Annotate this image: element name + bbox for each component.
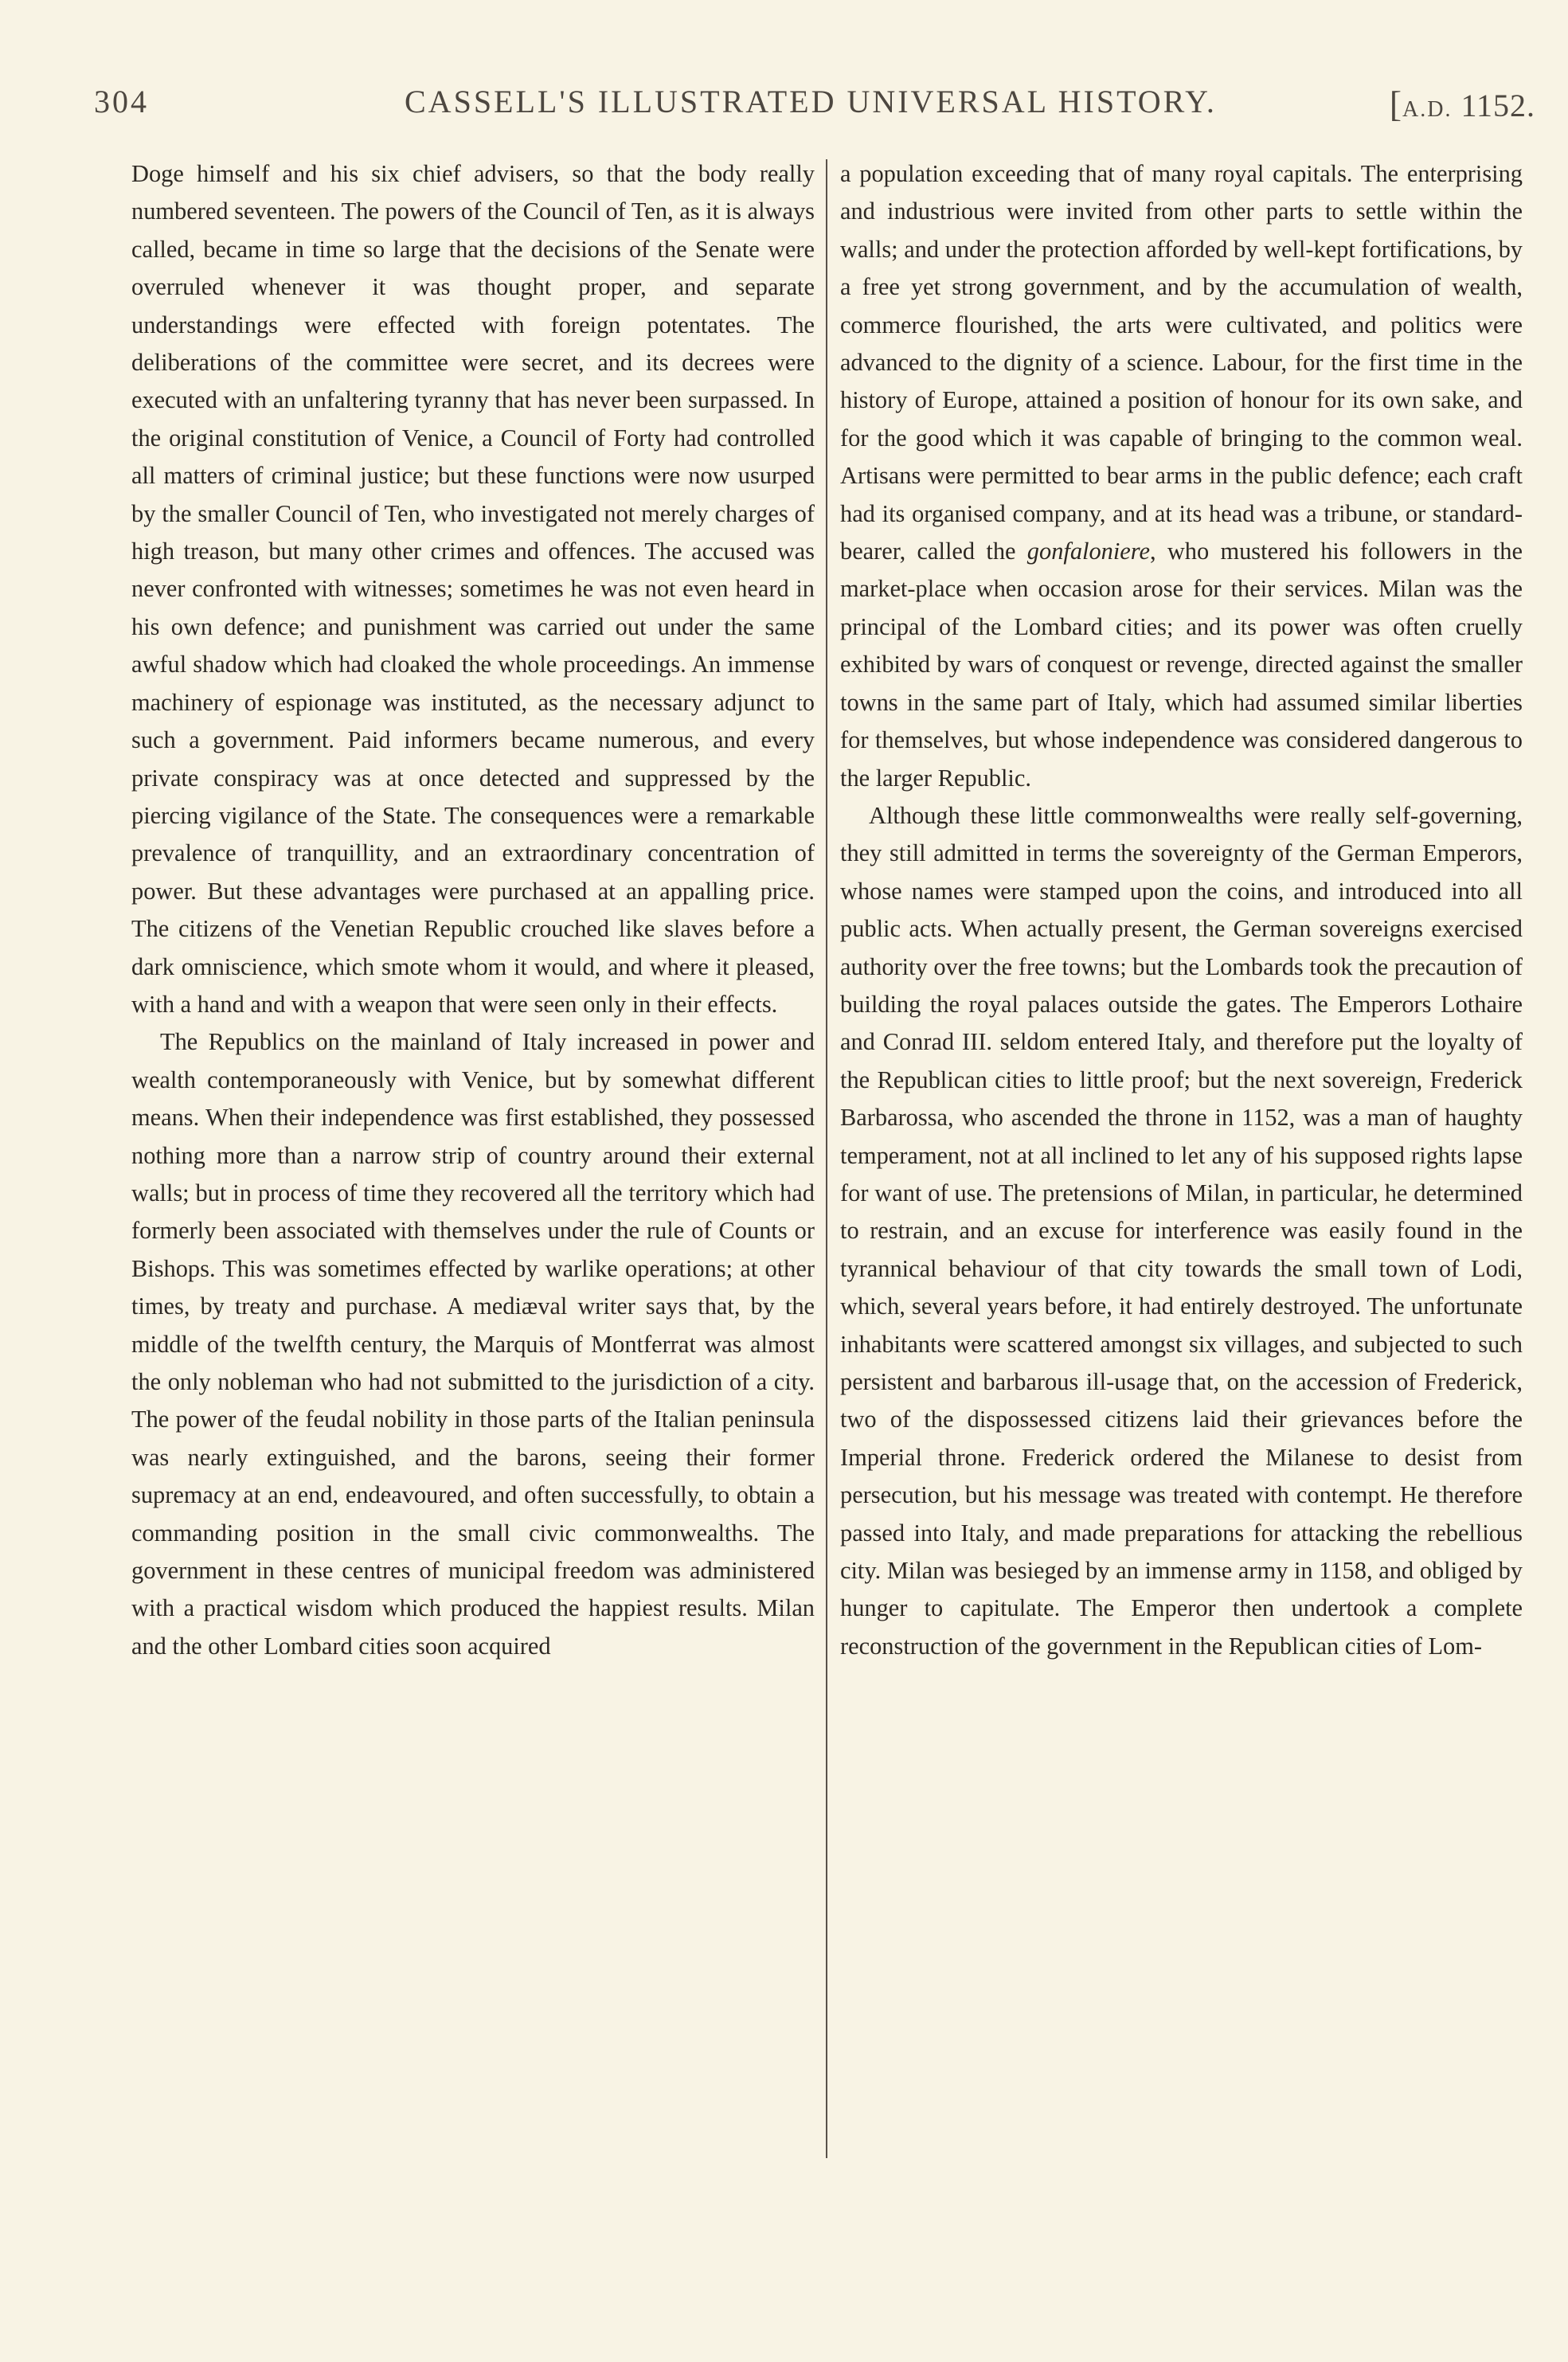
book-title: CASSELL'S ILLUSTRATED UNIVERSAL HISTORY. [405, 84, 1217, 119]
date-bracket: [ [1389, 84, 1403, 124]
paragraph: The Republics on the mainland of Italy increased in power and wealth contemporaneously with Venice, but by somewhat different means. When their independence was first established, they possessed nothing more than a narrow strip of country around their external walls; but in process of time they recovered all the territory which had formerly been associated with themselves under the rule of Counts or Bishops. This was sometimes effected by warlike operations; at other times, by treaty and purchase. A mediæval writer says that, by the middle of the twelfth century, the Marquis of Montferrat was almost the only nobleman who had not submitted to the jurisdiction of a city. The power of the feudal nobility in those parts of the Italian peninsula was nearly extinguished, and the barons, seeing their former supremacy at an end, endeavoured, and often successfully, to obtain a commanding position in the small civic commonwealths. The government in these centres of municipal freedom was administered with a practical wisdom which produced the happiest results. Milan and the other Lombard cities soon acquired [131, 1028, 815, 1660]
left-column [131, 155, 815, 1665]
date-era: A.D. [1402, 97, 1453, 122]
date-year: 1152. [1460, 88, 1535, 123]
date-marker [1390, 83, 1535, 125]
running-head [94, 83, 1535, 127]
paragraph: Although these little commonwealths were really self-governing, they still admitted in terms the sovereignty of the German Emperors, whose names were stamped upon the coins, and introduced into all public acts. When actually present, the German sovereigns exercised authority over the free towns; but the Lombards took the precaution of building the royal palaces outside the gates. The Emperors Lothaire and Conrad III. seldom entered Italy, and therefore put the loyalty of the Republican cities to little proof; but the next sovereign, Frederick Barbarossa, who ascended the throne in 1152, was a man of haughty temperament, not at all inclined to let any of his supposed rights lapse for want of use. The pretensions of Milan, in particular, he determined to restrain, and an excuse for interference was easily found in the tyrannical behaviour of that city towards the small town of Lodi, which, several years before, it had entirely destroyed. The unfortunate inhabitants were scattered amongst six villages, and subjected to such persistent and barbarous ill-usage that, on the accession of Frederick, two of the dispossessed citizens laid their grievances before the Imperial throne. Frederick ordered the Milanese to desist from persecution, but his message was treated with contempt. He therefore passed into Italy, and made preparations for attacking the rebellious city. Milan was besieged by an immense army in 1158, and obliged by hunger to capitulate. The Emperor then undertook a complete reconstruction of the government in the Republican cities of Lom- [840, 801, 1523, 1660]
paragraph [840, 155, 1523, 797]
column-divider [826, 159, 827, 2158]
page-number: 304 [94, 84, 149, 119]
paragraph: Doge himself and his six chief advisers, so that the body really numbered seventeen. The powers of the Council of Ten, as it is always called, became in time so large that the decisions of the Senate were overruled whenever it was thought proper, and separate understandings were effected with foreign potentates. The deliberations of the committee were secret, and its decrees were executed with an unfaltering tyranny that has never been surpassed. In the original constitution of Venice, a Council of Forty had controlled all matters of criminal justice; but these functions were now usurped by the smaller Council of Ten, who investigated not merely charges of high treason, but many other crimes and offences. The accused was never confronted with witnesses; sometimes he was not even heard in his own defence; and punishment was carried out under the same awful shadow which had cloaked the whole proceedings. An immense machinery of espionage was instituted, as the necessary adjunct to such a government. Paid informers became numerous, and every private conspiracy was at once detected and suppressed by the piercing vigilance of the State. The consequences were a remarkable prevalence of tranquillity, and an extraordinary concentration of power. But these advantages were purchased at an appalling price. The citizens of the Venetian Republic crouched like slaves before a dark omniscience, which smote whom it would, and where it pleased, with a hand and with a weapon that were seen only in their effects. [131, 160, 815, 1018]
right-column [840, 155, 1523, 1665]
paragraph-text: a population exceeding that of many royal capitals. The enterprising and industrious were invited from other parts to settle within the walls; and under the protection afforded by well-kept fortifications, by a free yet strong government, and by the accumulation of wealth, commerce flourished, the arts were cultivated, and politics were advanced to the dignity of a science. Labour, for the first time in the history of Europe, attained a position of honour for its own sake, and for the good which it was capable of bringing to the common weal. Artisans were permitted to bear arms in the public defence; each craft had its organised company, and at its head was a tribune, or standard-bearer, called the [840, 160, 1523, 565]
paragraph-text: , who mustered his followers in the market-place when occasion arose for their services. Milan was the principal of the Lombard cities; and its power was often cruelly exhibited by wars of conquest or revenge, directed against the smaller towns in the same part of Italy, which had assumed similar liberties for themselves, but whose independence was considered dangerous to the larger Republic. [840, 538, 1523, 792]
italic-term: gonfaloniere [1026, 538, 1150, 565]
